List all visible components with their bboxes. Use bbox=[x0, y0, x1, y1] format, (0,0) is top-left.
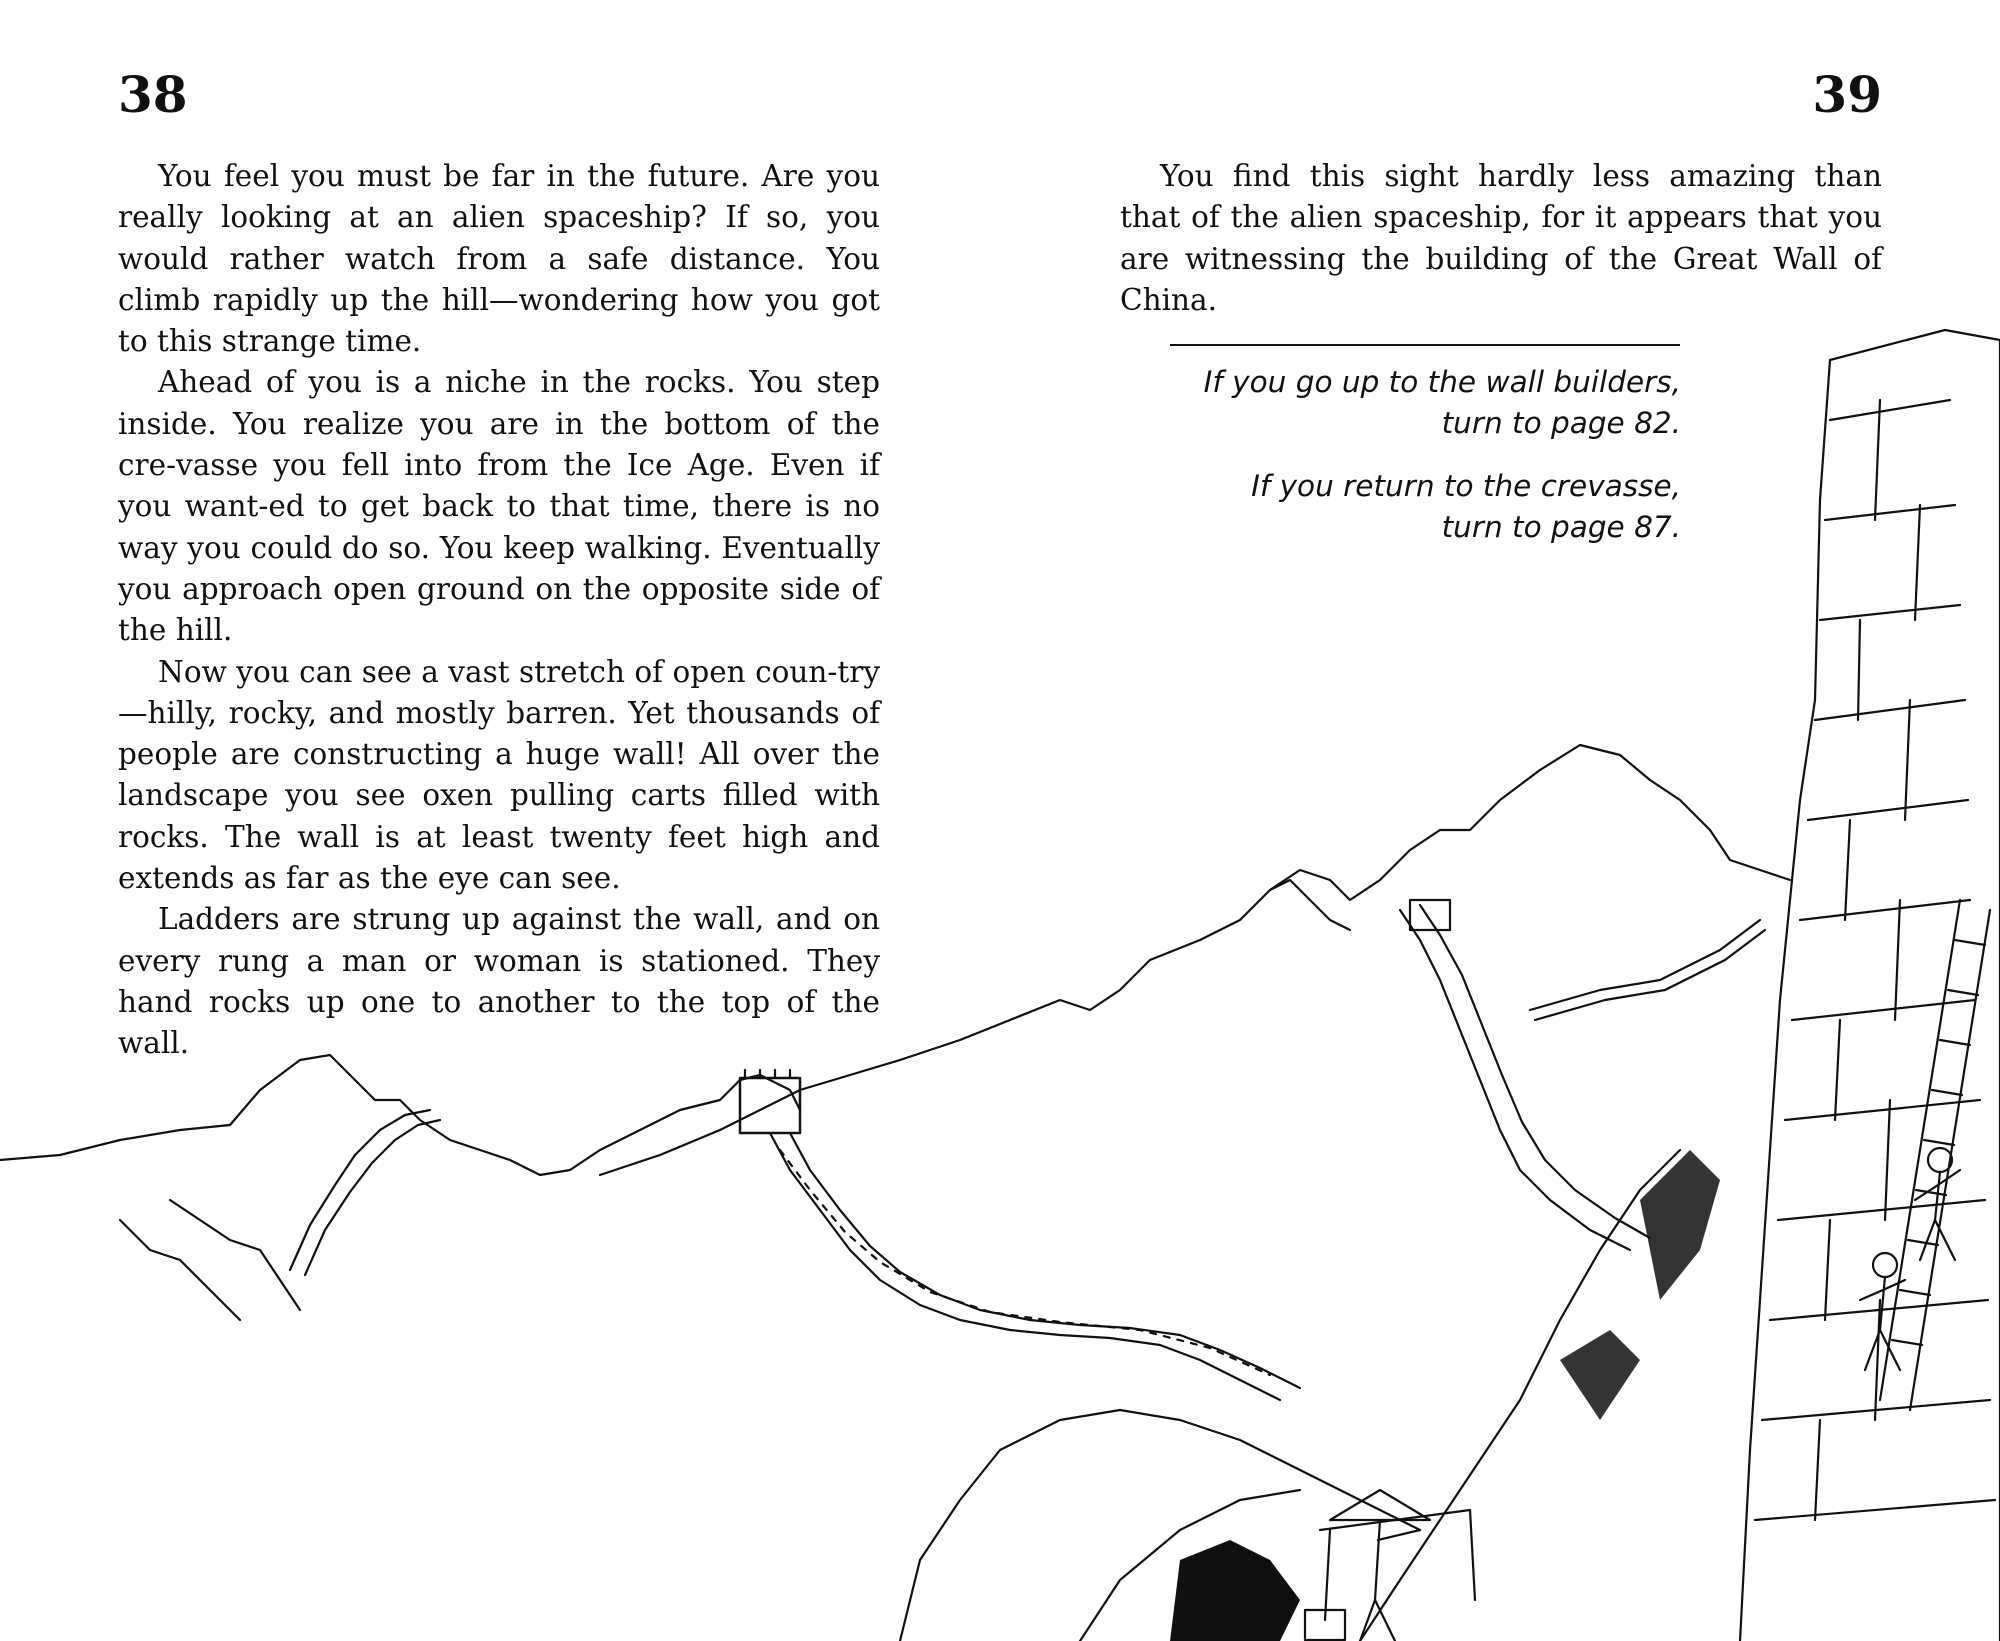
choice-wall-builders bbox=[1130, 362, 1681, 444]
page-number-right: 39 bbox=[1812, 65, 1882, 124]
ladder bbox=[1880, 900, 1990, 1410]
paragraph: You find this sight hardly less amazing than that of the alien spaceship, for it appears that you are witnessing the building of the Great Wall of China. bbox=[1120, 159, 1882, 317]
choice-page: turn to page 87. bbox=[1441, 510, 1681, 544]
choices bbox=[1130, 362, 1681, 570]
distant-wall bbox=[1400, 910, 1630, 1250]
paragraph: Ahead of you is a niche in the rocks. You step inside. You realize you are in the bottom of the cre-vasse you fell into from the Ice Age. Even if you want-ed to get back to that time, there is no way you could do so. You keep walking. Eventually you approach open ground on the opposite side of the hill. bbox=[118, 365, 880, 648]
choice-text: If you go up to the wall builders, bbox=[1203, 365, 1681, 399]
watchtower bbox=[740, 1078, 800, 1133]
paragraph: Ladders are strung up against the wall, and on every rung a man or woman is stationed. They hand rocks up one to another to the top of the wall. bbox=[118, 902, 880, 1061]
choice-text: If you return to the crevasse, bbox=[1251, 469, 1681, 503]
left-mountain-outline bbox=[0, 1055, 800, 1175]
choice-crevasse bbox=[1130, 466, 1681, 548]
paragraph: Now you can see a vast stretch of open coun-try—hilly, rocky, and mostly barren. Yet thousands of people are constructing a huge wall! All over the landscape you see oxen pulling carts filled with rocks. The wall is at least twenty feet high and extends as far as the eye can see. bbox=[118, 654, 880, 896]
worker-hat bbox=[1330, 1490, 1430, 1520]
far-mountain bbox=[1270, 745, 1790, 900]
page-number-left: 38 bbox=[118, 65, 188, 124]
main-wall-curve bbox=[770, 1133, 1280, 1400]
left-page-text bbox=[118, 156, 880, 1065]
left-wall-segment bbox=[290, 1110, 430, 1270]
paragraph: You feel you must be far in the future. Are you really looking at an alien spaceship? If so, you would rather watch from a safe distance. You climb rapidly up the hill—wondering how you got to this strange time. bbox=[118, 159, 880, 359]
foreground-slope bbox=[900, 1410, 1420, 1641]
right-page-text bbox=[1120, 156, 1882, 321]
choice-page: turn to page 82. bbox=[1441, 406, 1681, 440]
choice-divider bbox=[1170, 344, 1680, 346]
foreground-tower bbox=[1830, 330, 2000, 1641]
